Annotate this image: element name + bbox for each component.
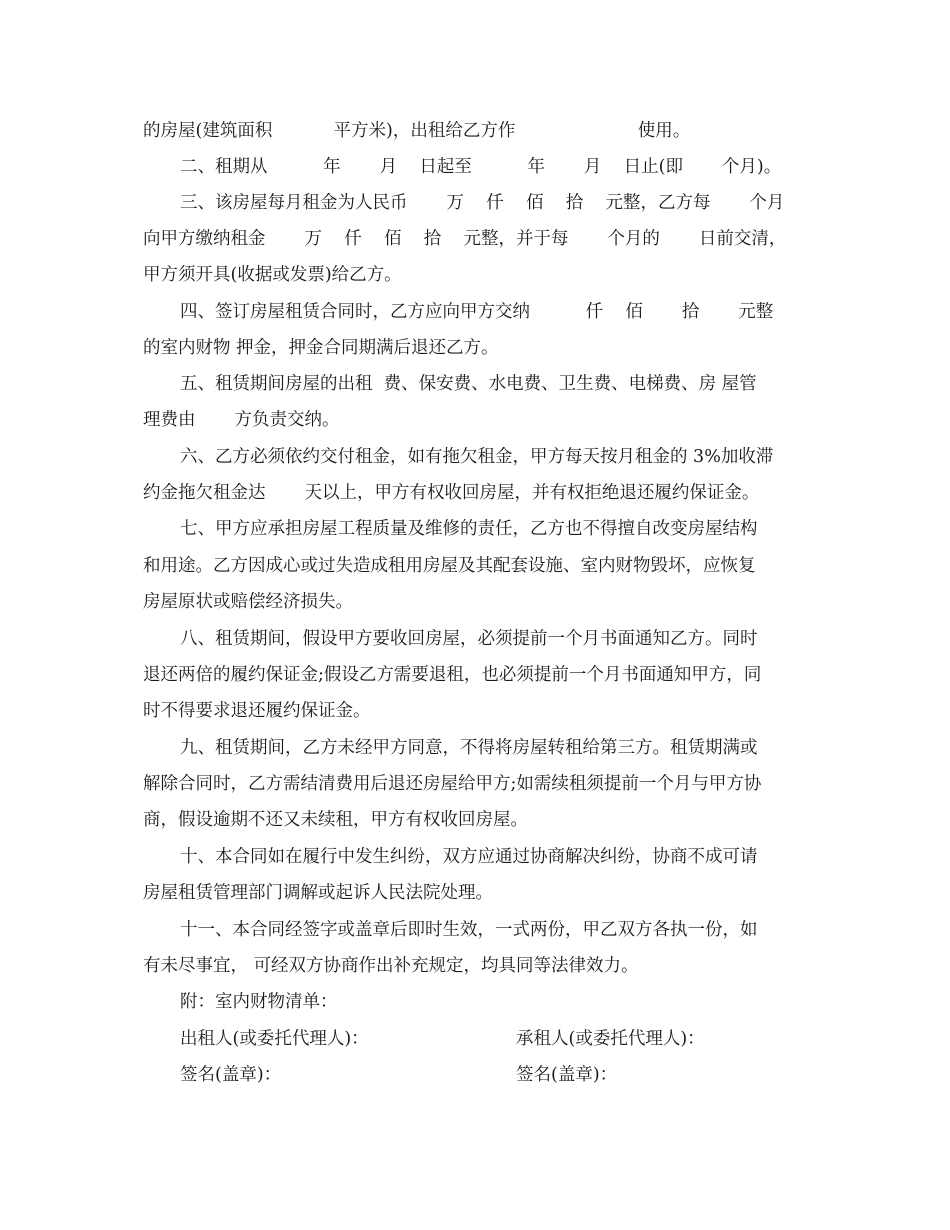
clause-8-termination: 八、租赁期间，假设甲方要收回房屋，必须提前一个月书面通知乙方。同时 [180,629,758,649]
clause-7-maintenance: 七、甲方应承担房屋工程质量及维修的责任，乙方也不得擅自改变房屋结构 [180,519,758,539]
lessor-signature: 签名(盖章)： [180,1065,282,1085]
lessor-label: 出租人(或委托代理人)： [180,1029,369,1049]
text-line: 的室内财物 押金，押金合同期满后退还乙方。 [143,338,499,358]
text-line: 时不得要求退还履约保证金。 [143,701,371,721]
clause-5-fees: 五、租赁期间房屋的出租 费、保安费、水电费、卫生费、电梯费、房 屋管 [180,374,757,394]
text-line: 向甲方缴纳租金 万 仟 佰 拾 元整，并于每 个月的 日前交清， [143,229,787,249]
text-line: 理费由 方负责交纳。 [143,410,340,430]
clause-10-disputes: 十、本合同如在履行中发生纠纷，双方应通过协商解决纠纷，协商不成可请 [180,847,758,867]
clause-6-payment: 六、乙方必须依约交付租金，如有拖欠租金，甲方每天按月租金的 3%加收滞 [180,447,774,467]
clause-9-sublease: 九、租赁期间，乙方未经甲方同意，不得将房屋转租给第三方。租赁期满或 [180,738,758,758]
lessee-signature: 签名(盖章)： [516,1065,618,1085]
text-line: 的房屋(建筑面积 平方米)，出租给乙方作 使用。 [143,121,691,141]
text-line: 退还两倍的履约保证金;假设乙方需要退租，也必须提前一个月书面通知甲方，同 [143,665,762,685]
clause-3-rent: 三、该房屋每月租金为人民币 万 仟 佰 拾 元整，乙方每 个月 [180,193,785,213]
text-line: 房屋原状或赔偿经济损失。 [143,592,353,612]
text-line: 有未尽事宜， 可经双方协商作出补充规定，均具同等法律效力。 [143,956,639,976]
text-line: 房屋租赁管理部门调解或起诉人民法院处理。 [143,883,493,903]
text-line: 约金拖欠租金达 天以上，甲方有权收回房屋，并有权拒绝退还履约保证金。 [143,483,760,503]
attachment-list-label: 附：室内财物清单： [180,992,338,1012]
text-line: 商，假设逾期不还又未续租，甲方有权收回房屋。 [143,810,528,830]
text-line: 和用途。乙方因成心或过失造成租用房屋及其配套设施、室内财物毁坏，应恢复 [143,556,756,576]
clause-2-lease-term: 二、租期从 年 月 日起至 年 月 日止(即 个月)。 [180,157,782,177]
text-line: 解除合同时，乙方需结清费用后退还房屋给甲方;如需续租须提前一个月与甲方协 [143,774,762,794]
clause-4-deposit: 四、签订房屋租赁合同时，乙方应向甲方交纳 仟 佰 拾 元整 [180,302,774,322]
lessee-label: 承租人(或委托代理人)： [516,1029,705,1049]
clause-11-effectiveness: 十一、本合同经签字或盖章后即时生效，一式两份，甲乙双方各执一份，如 [180,920,758,940]
text-line: 甲方须开具(收据或发票)给乙方。 [143,265,402,285]
